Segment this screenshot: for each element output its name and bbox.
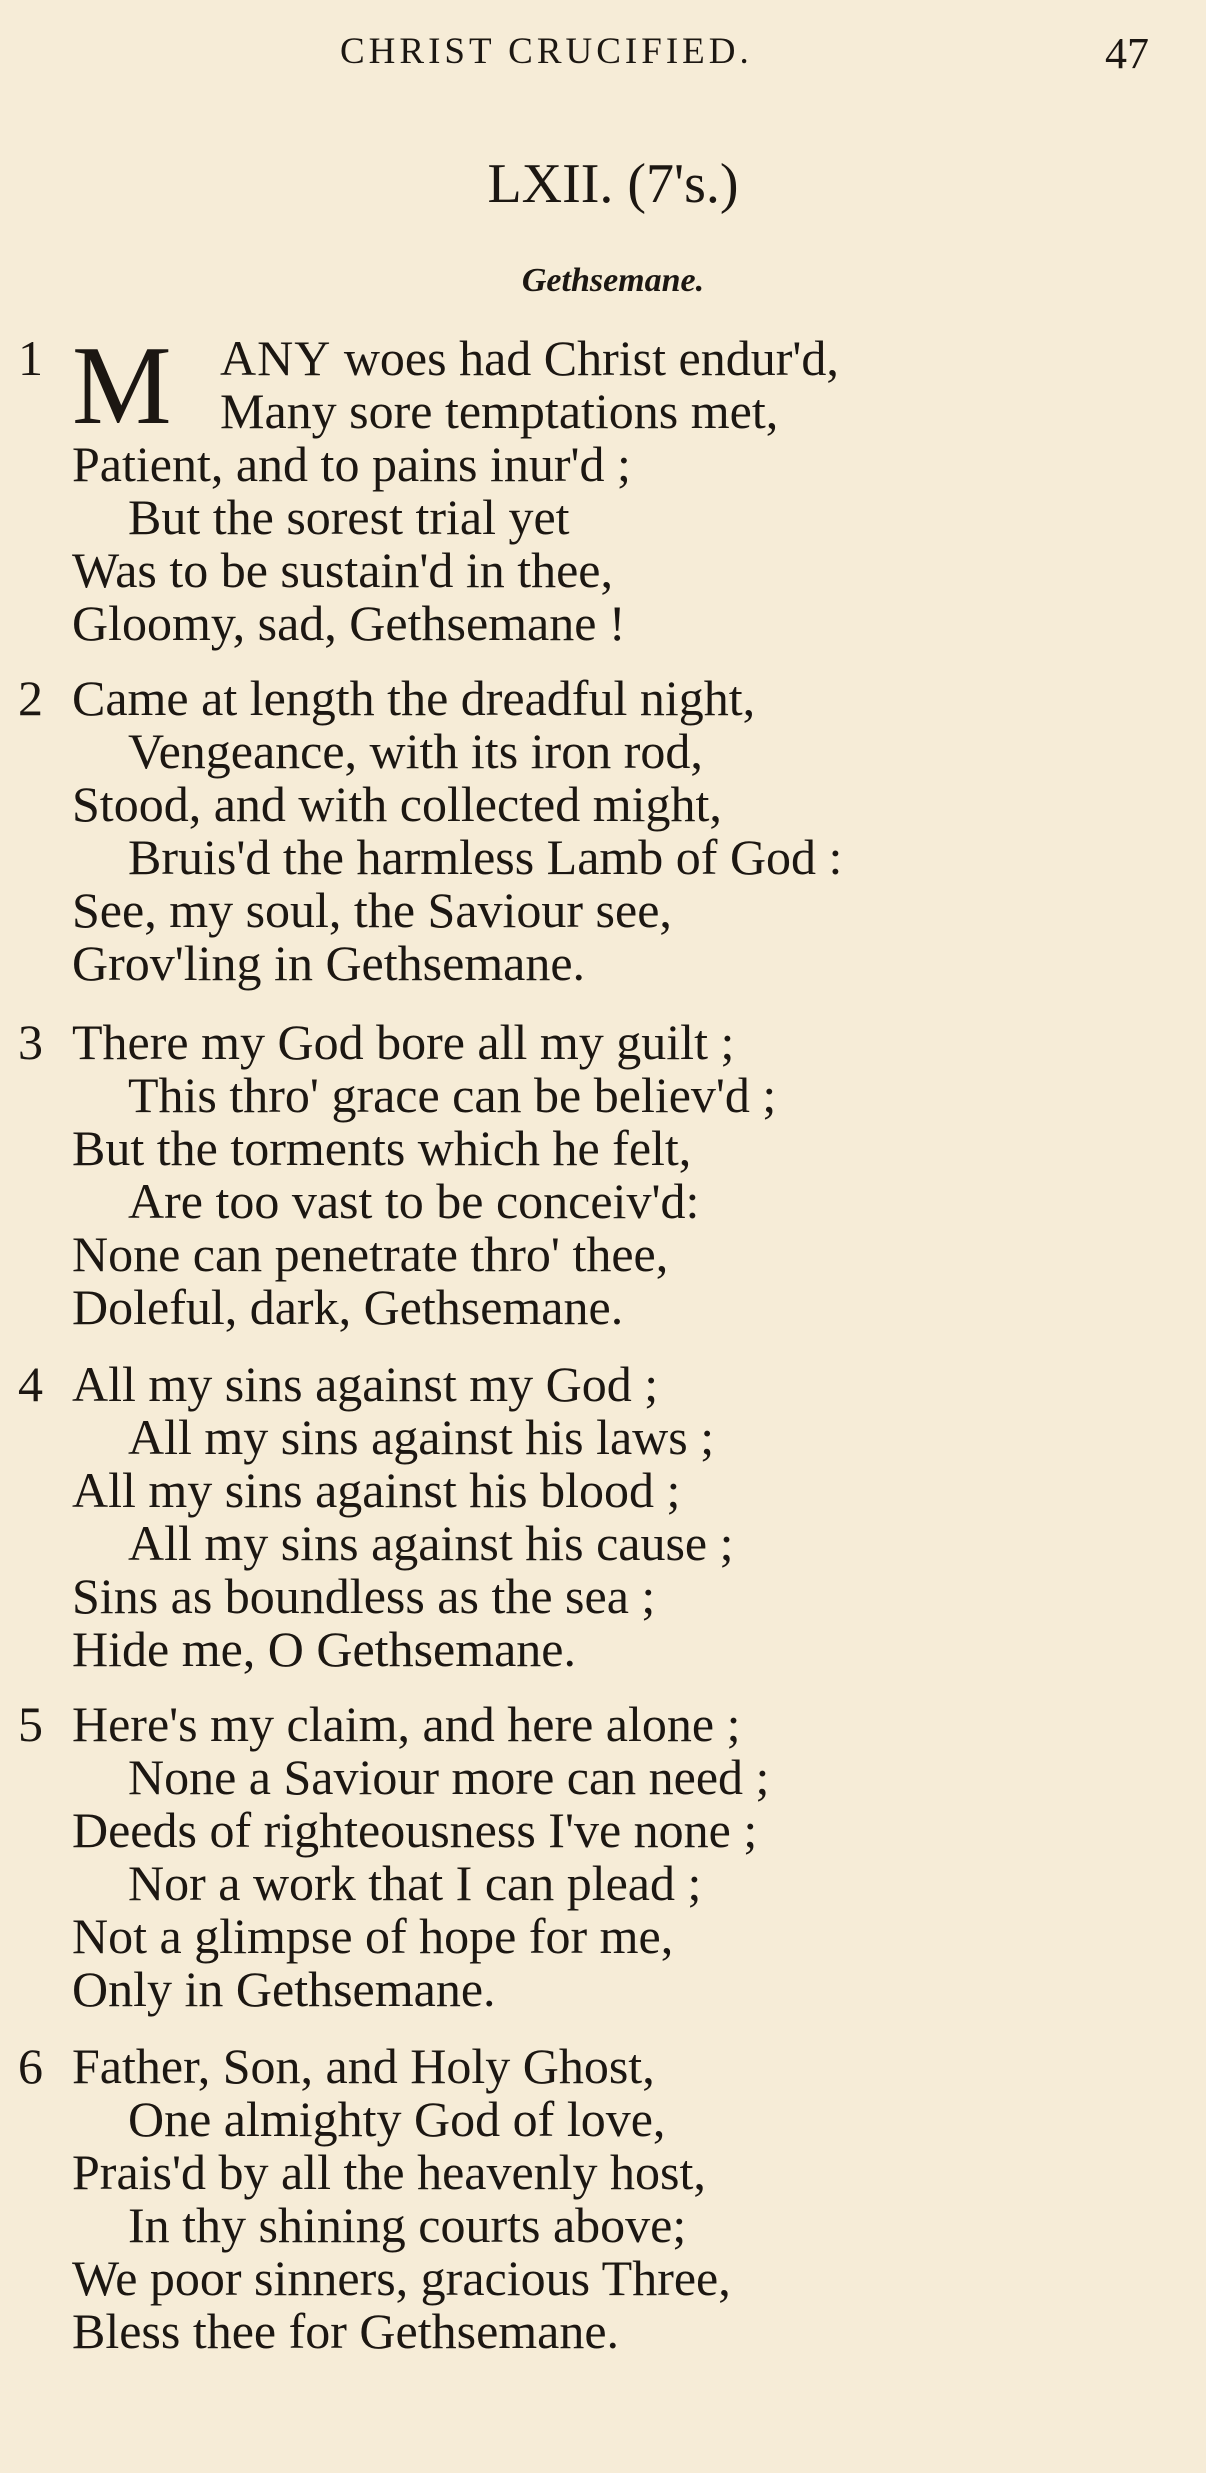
page-number: 47 <box>1105 29 1149 78</box>
verse-line: But the torments which he felt, <box>72 1120 692 1176</box>
verse-line: Was to be sustain'd in thee, <box>72 542 613 598</box>
verse-line: All my sins against his cause ; <box>128 1515 734 1571</box>
verse-line: One almighty God of love, <box>128 2091 666 2147</box>
verse-line: Deeds of righteousness I've none ; <box>72 1802 758 1858</box>
verse-line: Stood, and with collected might, <box>72 776 722 832</box>
stanza-number: 1 <box>18 330 43 386</box>
verse-line: None can penetrate thro' thee, <box>72 1226 669 1282</box>
verse-line: Father, Son, and Holy Ghost, <box>72 2038 655 2094</box>
verse-line: Not a glimpse of hope for me, <box>72 1908 674 1964</box>
stanza-number: 6 <box>18 2038 43 2094</box>
verse-line: Bruis'd the harmless Lamb of God : <box>128 829 843 885</box>
verse-line: Prais'd by all the heavenly host, <box>72 2144 706 2200</box>
verse-line: Nor a work that I can plead ; <box>128 1855 702 1911</box>
running-title: CHRIST CRUCIFIED. <box>340 31 753 72</box>
stanza-number: 5 <box>18 1696 43 1752</box>
verse-line: Many sore temptations met, <box>220 383 779 439</box>
hymn-number: LXII. (7's.) <box>487 153 739 215</box>
verse-line: In thy shining courts above; <box>128 2197 687 2253</box>
verse-line: Grov'ling in Gethsemane. <box>72 935 586 991</box>
verse-line: All my sins against my God ; <box>72 1356 659 1412</box>
first-line <box>220 332 839 385</box>
verse-line: All my sins against his laws ; <box>128 1409 715 1465</box>
verse-line: We poor sinners, gracious Three, <box>72 2250 731 2306</box>
stanza-number: 4 <box>18 1356 43 1412</box>
verse-line: Patient, and to pains inur'd ; <box>72 436 631 492</box>
verse-line: Sins as boundless as the sea ; <box>72 1568 656 1624</box>
verse-line: All my sins against his blood ; <box>72 1462 681 1518</box>
verse-line: But the sorest trial yet <box>128 489 570 545</box>
verse-line: Hide me, O Gethsemane. <box>72 1621 577 1677</box>
verse-line: There my God bore all my guilt ; <box>72 1014 735 1070</box>
first-line-text: woes had Christ endur'd, <box>331 330 839 386</box>
verse-line: Only in Gethsemane. <box>72 1961 496 2017</box>
running-head <box>0 28 1206 78</box>
drop-cap: M <box>72 324 172 448</box>
verse-line: Doleful, dark, Gethsemane. <box>72 1279 624 1335</box>
hymn-subtitle: Gethsemane. <box>521 262 705 299</box>
verse-line: Vengeance, with its iron rod, <box>128 723 703 779</box>
stanza-number: 2 <box>18 670 43 726</box>
verse-line: Here's my claim, and here alone ; <box>72 1696 741 1752</box>
stanza-number: 3 <box>18 1014 43 1070</box>
verse-line: None a Saviour more can need ; <box>128 1749 770 1805</box>
verse-line: Bless thee for Gethsemane. <box>72 2303 620 2359</box>
verse-line: Came at length the dreadful night, <box>72 670 756 726</box>
verse-line: Are too vast to be conceiv'd: <box>128 1173 700 1229</box>
verse-line: This thro' grace can be believ'd ; <box>128 1067 777 1123</box>
verse-line: See, my soul, the Saviour see, <box>72 882 672 938</box>
first-line-caps: ANY <box>220 330 332 386</box>
verse-line: Gloomy, sad, Gethsemane ! <box>72 595 626 651</box>
